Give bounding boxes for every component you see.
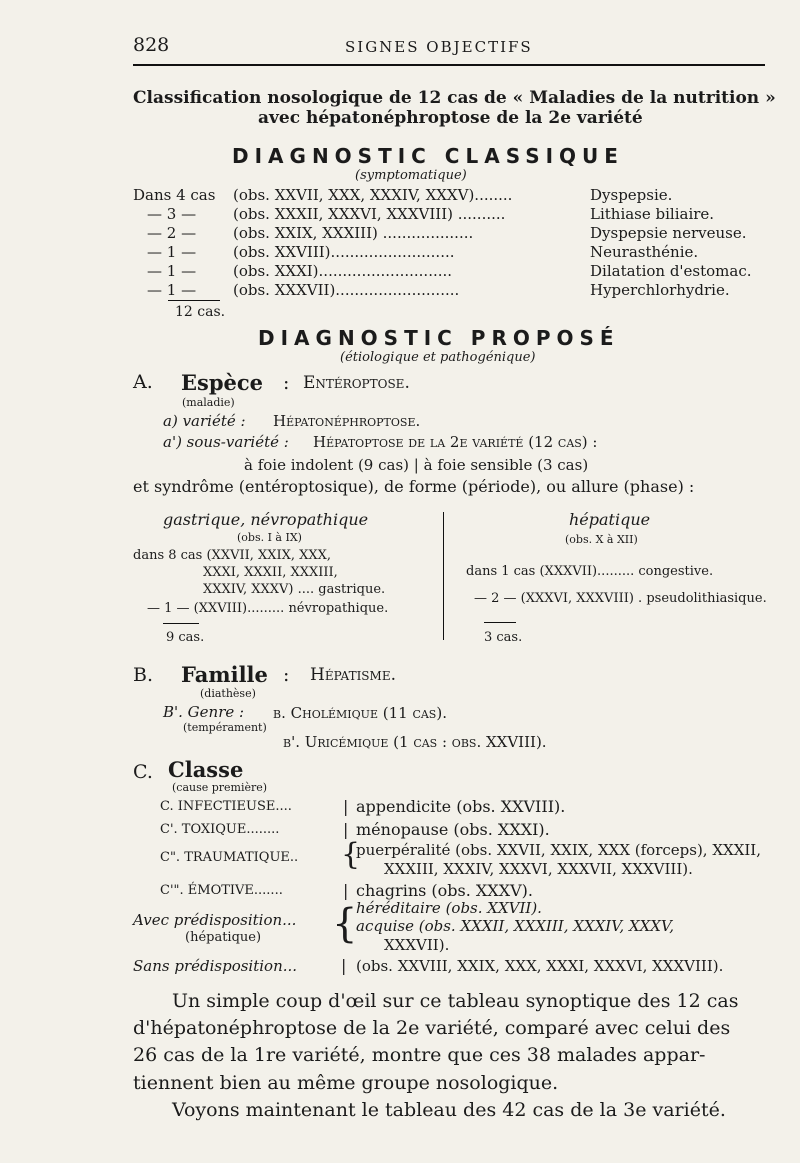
classe-label: C". TRAUMATIQUE.. — [160, 850, 299, 865]
classe-label: C'. TOXIQUE........ — [160, 822, 280, 837]
right-row: dans 1 cas (XXXVII)......... congestive. — [466, 564, 714, 579]
genre-b-prime: b'. Uricémique (1 cas : obs. XXVIII). — [283, 733, 547, 751]
column-divider — [443, 512, 444, 640]
left-row: XXXIV, XXXV) .... gastrique. — [203, 582, 386, 597]
section-b-colon: : — [283, 664, 290, 686]
classe-bar: | — [343, 797, 349, 816]
right-sum-rule — [484, 622, 516, 623]
paragraph-line: d'hépatonéphroptose de la 2e variété, comparé avec celui des — [133, 1017, 731, 1039]
classe-value: chagrins (obs. XXXV). — [356, 881, 533, 900]
left-sum-rule — [163, 623, 199, 624]
avec-note: (hépatique) — [185, 930, 262, 945]
classe-value: appendicite (obs. XXVIII). — [356, 797, 566, 816]
classic-diagnosis: Dyspepsie nerveuse. — [590, 224, 747, 242]
classic-diagnosis: Dyspepsie. — [590, 186, 673, 204]
classic-diagnosis: Dilatation d'estomac. — [590, 262, 752, 280]
sans-label: Sans prédisposition... — [133, 957, 298, 975]
paragraph-line: tiennent bien au même groupe nosologique. — [133, 1072, 559, 1094]
classic-sum-rule — [168, 300, 220, 301]
avec-label: Avec prédisposition... — [133, 911, 297, 929]
classic-count: — 1 — — [147, 281, 197, 299]
classic-obs: (obs. XXXI)............................ — [233, 262, 453, 280]
running-title: SIGNES OBJECTIFS — [345, 38, 533, 56]
classe-bar: | — [341, 956, 347, 975]
left-row: XXXI, XXXII, XXXIII, — [203, 565, 338, 580]
section-a-colon: : — [283, 372, 290, 394]
classic-count: — 1 — — [147, 243, 197, 261]
right-row: — 2 — (XXXVI, XXXVIII) . pseudolithiasique. — [474, 591, 767, 606]
hereditaire-line — [356, 899, 542, 917]
classic-diagnosis: Hyperchlorhydrie. — [590, 281, 730, 299]
classe-brace: { — [341, 837, 361, 872]
section-b-note: (diathèse) — [200, 687, 256, 700]
right-col-head: hépatique — [569, 510, 651, 529]
section-a-label: Espèce — [181, 370, 264, 395]
classic-diagnosis: Neurasthénie. — [590, 243, 699, 261]
genre-label: B'. Genre : — [163, 703, 245, 721]
page-number: 828 — [133, 34, 170, 56]
paragraph-line: Un simple coup d'œil sur ce tableau synoptique des 12 cas — [172, 990, 739, 1012]
proposed-subheading: (étiologique et pathogénique) — [340, 350, 536, 365]
header-rule — [133, 64, 765, 66]
table-title-line1: Classification nosologique de 12 cas de « Maladies de la nutrition » — [133, 88, 776, 108]
sous-variete-value: Hépatoptose de la 2e variété (12 cas) : — [313, 433, 598, 451]
foie-line: à foie indolent (9 cas) | à foie sensible (3 cas) — [244, 456, 589, 474]
classic-subheading: (symptomatique) — [355, 168, 467, 183]
avec-brace: { — [332, 901, 358, 947]
left-total: 9 cas. — [166, 630, 205, 645]
classe-value-cont: XXXIII, XXXIV, XXXVI, XXXVII, XXXVIII). — [384, 860, 693, 878]
section-c-label: Classe — [168, 757, 244, 782]
section-c-letter: C. — [133, 761, 153, 783]
hereditaire-text: héréditaire (obs. XXVII). — [356, 899, 542, 917]
classic-total: 12 cas. — [175, 304, 226, 320]
right-col-obs: (obs. X à XII) — [565, 533, 638, 546]
classic-obs: (obs. XXXVII).......................... — [233, 281, 460, 299]
sous-variete-label: a') sous-variété : — [163, 433, 289, 451]
left-row: — 1 — (XXVIII)......... névropathique. — [147, 601, 389, 616]
section-b-letter: B. — [133, 664, 154, 686]
acquise-text: acquise (obs. XXXII, XXXIII, XXXIV, XXXV, — [356, 917, 674, 935]
paragraph-line: 26 cas de la 1re variété, montre que ces 38 malades appar- — [133, 1044, 706, 1066]
classic-obs: (obs. XXXII, XXXVI, XXXVIII) .......... — [233, 205, 506, 223]
left-row: dans 8 cas (XXVII, XXIX, XXX, — [133, 548, 332, 563]
section-a-note: (maladie) — [182, 396, 235, 409]
classe-bar: | — [343, 881, 349, 900]
classic-count: — 1 — — [147, 262, 197, 280]
paragraph-line: Voyons maintenant le tableau des 42 cas de la 3e variété. — [172, 1099, 726, 1121]
classic-diagnosis: Lithiase biliaire. — [590, 205, 715, 223]
acquise-cont: XXXVII). — [384, 936, 450, 954]
section-a-letter: A. — [133, 371, 153, 393]
syndrome-line: et syndrôme (entéroptosique), de forme (période), ou allure (phase) : — [133, 477, 695, 496]
variete-value: Hépatonéphroptose. — [273, 412, 421, 430]
classic-count: Dans 4 cas — [133, 186, 216, 204]
classe-bar: | — [343, 820, 349, 839]
classic-count: — 2 — — [147, 224, 197, 242]
sans-value: (obs. XXVIII, XXIX, XXX, XXXI, XXXVI, XXXVIII). — [356, 957, 724, 975]
classic-obs: (obs. XXVIII).......................... — [233, 243, 455, 261]
classe-value: ménopause (obs. XXXI). — [356, 820, 550, 839]
section-c-note: (cause première) — [172, 781, 268, 794]
classic-count: — 3 — — [147, 205, 197, 223]
classe-label: C'". ÉMOTIVE....... — [160, 883, 283, 898]
section-a-value: Entéroptose. — [303, 373, 410, 393]
left-col-head: gastrique, névropathique — [163, 510, 369, 529]
classe-value: puerpéralité (obs. XXVII, XXIX, XXX (forceps), XXXII, — [356, 841, 761, 859]
section-b-label: Famille — [181, 662, 268, 687]
classic-obs: (obs. XXVII, XXX, XXXIV, XXXV)........ — [233, 186, 513, 204]
genre-note: (tempérament) — [183, 721, 267, 734]
proposed-heading: DIAGNOSTIC PROPOSÉ — [258, 326, 620, 350]
section-b-value: Hépatisme. — [310, 665, 396, 685]
right-total: 3 cas. — [484, 630, 523, 645]
classic-heading: DIAGNOSTIC CLASSIQUE — [232, 144, 624, 168]
table-title-line2: avec hépatonéphroptose de la 2e variété — [258, 108, 643, 128]
left-col-obs: (obs. I à IX) — [237, 531, 302, 544]
acquise-line — [356, 917, 674, 935]
genre-b: b. Cholémique (11 cas). — [273, 704, 447, 722]
classe-label: C. INFECTIEUSE.... — [160, 799, 292, 814]
classic-obs: (obs. XXIX, XXXIII) ................... — [233, 224, 474, 242]
variete-label: a) variété : — [163, 412, 246, 430]
